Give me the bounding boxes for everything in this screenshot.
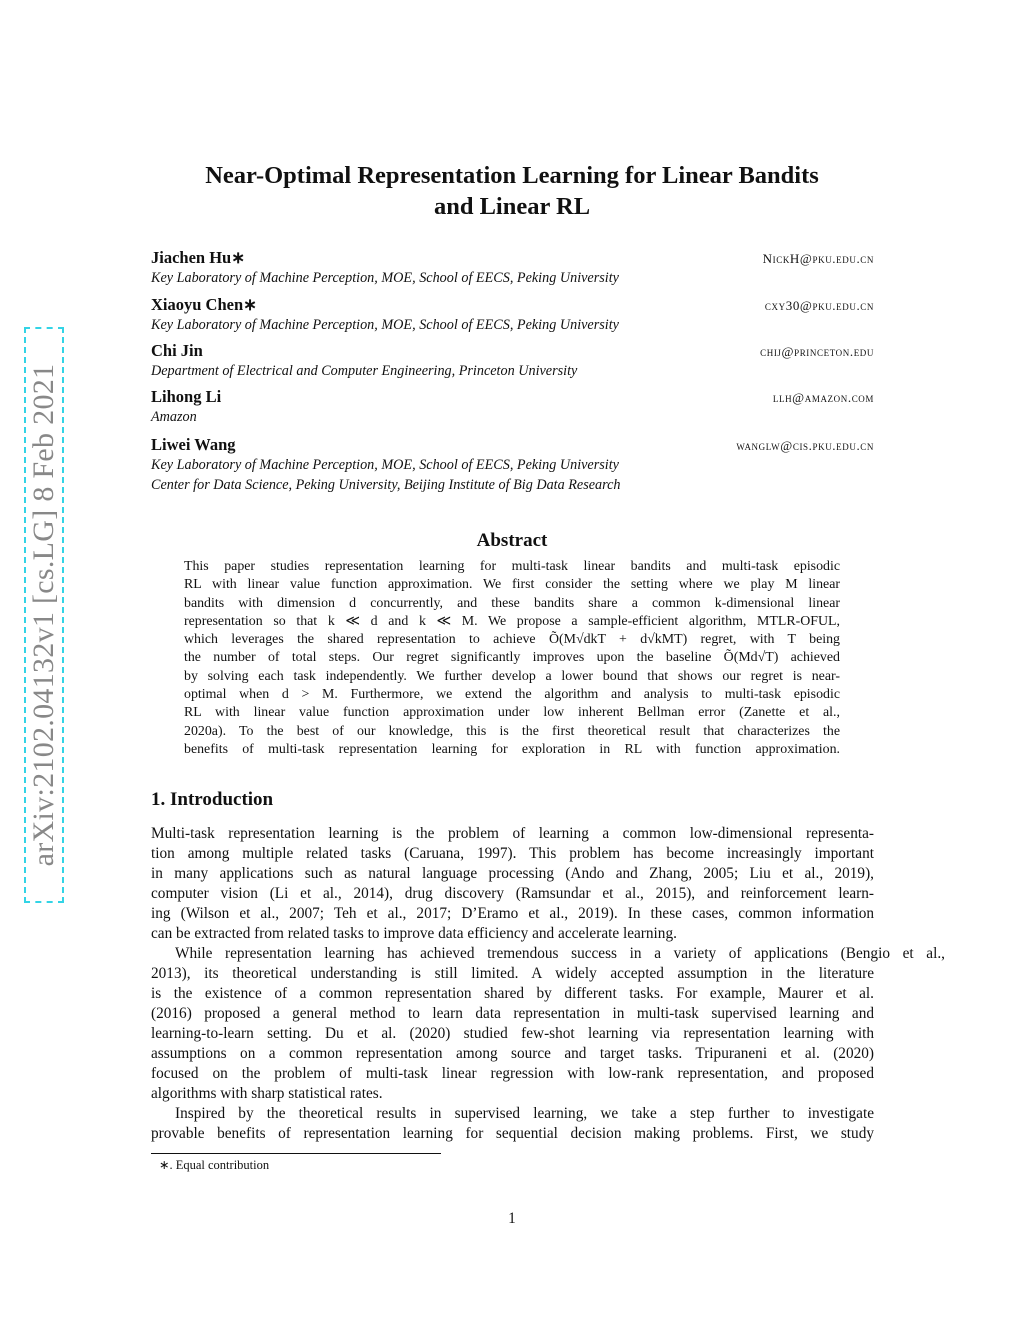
body-line: assumptions on a common representation among source and target tasks. Tripuraneni et al. (2020) <box>151 1045 874 1062</box>
body-line: Multi-task representation learning is the problem of learning a common low-dimensional representa- <box>151 825 874 842</box>
body-line: provable benefits of representation learning for sequential decision making problems. First, we study <box>151 1125 874 1142</box>
author-block <box>151 341 874 381</box>
author-name: Jiachen Hu∗ <box>151 248 246 267</box>
arxiv-stamp-box <box>24 327 64 903</box>
abstract-line: 2020a). To the best of our knowledge, this is the first theoretical result that characterizes the <box>184 723 840 739</box>
author-block <box>151 248 874 288</box>
footnote-rule <box>151 1153 441 1154</box>
abstract-line: RL with linear value function approximation. We first consider the setting where we play M linear <box>184 577 840 593</box>
abstract-line: benefits of multi-task representation learning for exploration in RL with function approximation. <box>184 741 840 757</box>
title-line: Near-Optimal Representation Learning for Linear Bandits <box>205 162 819 189</box>
body-line: algorithms with sharp statistical rates. <box>151 1085 383 1102</box>
abstract-line: optimal when d > M. Furthermore, we extend the algorithm and analysis to multi-task episodic <box>184 687 840 703</box>
body-line: is the existence of a common representation shared by different tasks. For example, Maurer et al. <box>151 985 874 1002</box>
abstract-line: by solving each task independently. We further develop a lower bound that shows our regret is near- <box>184 668 840 684</box>
author-name: Lihong Li <box>151 387 222 406</box>
author-email[interactable]: llh@amazon.com <box>772 390 874 405</box>
author-name: Chi Jin <box>151 341 203 360</box>
author-block <box>151 435 874 495</box>
title-line: and Linear RL <box>433 193 591 220</box>
author-email[interactable]: chij@princeton.edu <box>760 344 874 359</box>
body-line: focused on the problem of multi-task linear regression with low-rank representation, and proposed <box>151 1065 874 1082</box>
author-affiliation: Key Laboratory of Machine Perception, MOE, School of EECS, Peking University <box>151 317 619 333</box>
abstract-line: which leverages the shared representation to achieve Õ(M√dkT + d√kMT) regret, with T being <box>184 632 840 648</box>
author-affiliation: Department of Electrical and Computer Engineering, Princeton University <box>151 363 578 379</box>
body-line: ing (Wilson et al., 2007; Teh et al., 2017; D’Eramo et al., 2019). In these cases, common information <box>151 905 874 922</box>
body-line: (2016) proposed a general method to learn data representation in multi-task supervised learning and <box>151 1005 874 1022</box>
author-name: Liwei Wang <box>151 435 236 454</box>
author-affiliation: Key Laboratory of Machine Perception, MOE, School of EECS, Peking University <box>151 270 619 286</box>
body-line: 2013), its theoretical understanding is still limited. A widely accepted assumption in the literature <box>151 965 874 982</box>
author-name: Xiaoyu Chen∗ <box>151 295 257 314</box>
body-line: learning-to-learn setting. Du et al. (2020) studied few-shot learning via representation learning with <box>151 1025 874 1042</box>
abstract-line: the number of total steps. Our regret significantly improves upon the baseline Õ(Md√T) achieved <box>184 650 840 666</box>
author-email[interactable]: NickH@pku.edu.cn <box>762 251 874 266</box>
abstract-line: representation so that k ≪ d and k ≪ M. We propose a sample-efficient algorithm, MTLR-OFUL, <box>184 613 840 629</box>
body-line: in many applications such as natural language processing (Ando and Zhang, 2005; Liu et al., 2019), <box>151 865 874 882</box>
author-affiliation: Key Laboratory of Machine Perception, MOE, School of EECS, Peking University <box>151 457 619 473</box>
abstract-body <box>184 558 840 759</box>
body-line: tion among multiple related tasks (Caruana, 1997). This problem has become increasingly important <box>151 845 874 862</box>
body-line: Inspired by the theoretical results in supervised learning, we take a step further to investigate <box>175 1105 874 1122</box>
author-block <box>151 387 874 427</box>
author-affiliation: Center for Data Science, Peking University, Beijing Institute of Big Data Research <box>151 477 621 493</box>
page-number: 1 <box>508 1210 516 1227</box>
arxiv-stamp: arXiv:2102.04132v1 [cs.LG] 8 Feb 2021 <box>27 363 60 867</box>
footnote: ∗. Equal contribution <box>159 1158 270 1172</box>
abstract-line: bandits with dimension d concurrently, and these bandits share a common k-dimensional linear <box>184 595 840 611</box>
author-affiliation: Amazon <box>151 409 197 425</box>
body-line: can be extracted from related tasks to improve data efficiency and accelerate learning. <box>151 925 677 942</box>
introduction-body <box>151 824 945 1144</box>
author-block <box>151 295 874 335</box>
abstract-line: This paper studies representation learning for multi-task linear bandits and multi-task episodic <box>184 559 840 574</box>
author-email[interactable]: cxy30@pku.edu.cn <box>764 298 874 313</box>
body-line: While representation learning has achieved tremendous success in a variety of applications (Bengio et al., <box>175 945 945 962</box>
abstract-line: RL with linear value function approximation under low inherent Bellman error (Zanette et al., <box>184 705 840 721</box>
section-heading: 1. Introduction <box>151 789 274 810</box>
body-line: computer vision (Li et al., 2014), drug discovery (Ramsundar et al., 2015), and reinforcement learn- <box>151 885 874 902</box>
author-email[interactable]: wanglw@cis.pku.edu.cn <box>736 438 874 453</box>
abstract-heading: Abstract <box>476 530 548 551</box>
paper-title <box>130 160 894 222</box>
